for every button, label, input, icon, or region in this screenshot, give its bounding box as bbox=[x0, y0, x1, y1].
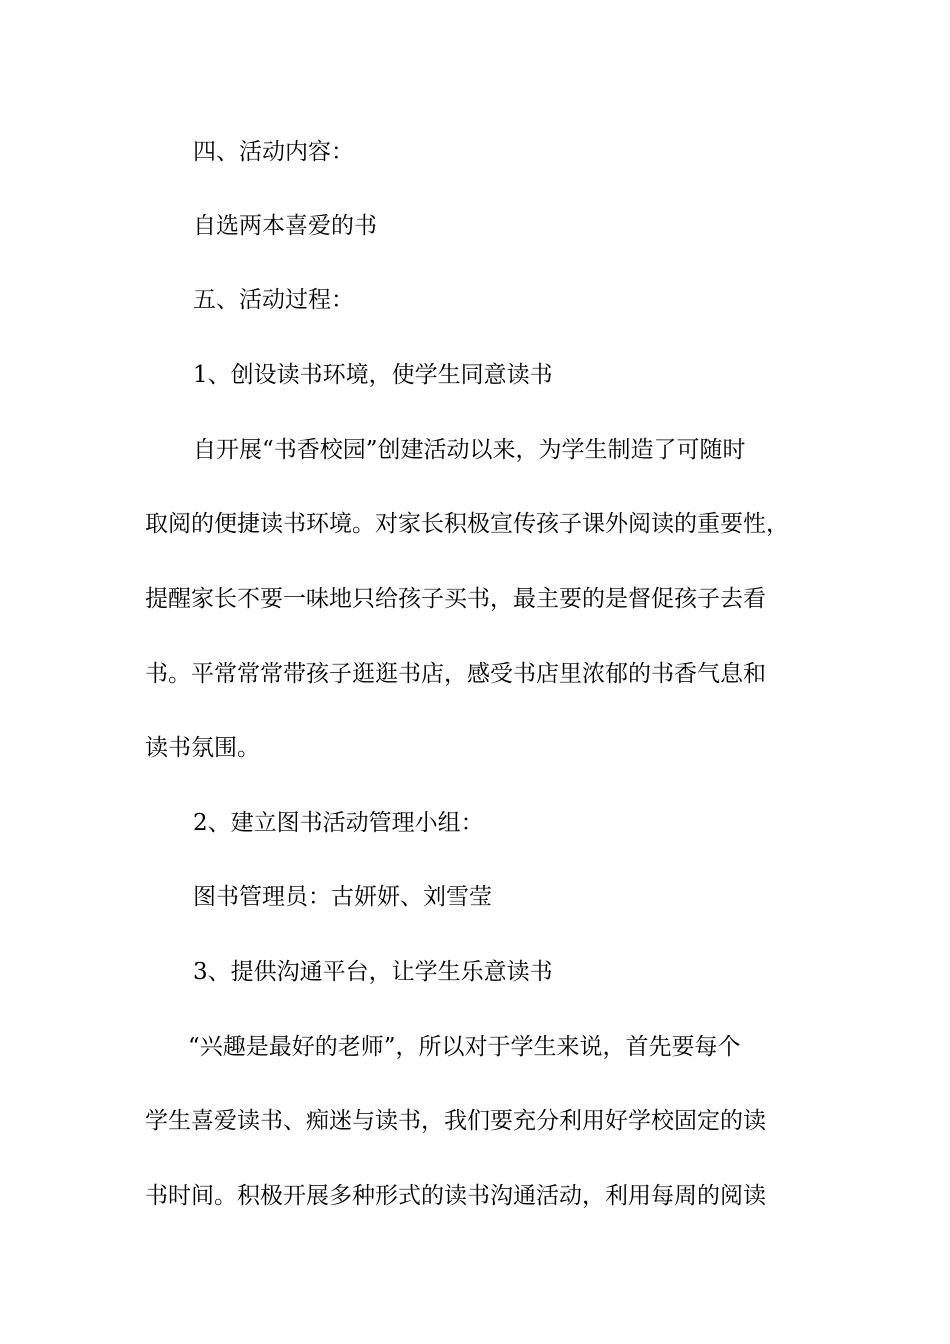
paragraph-line: 提醒家长不要一味地只给孩子买书，最主要的是督促孩子去看 bbox=[145, 586, 766, 612]
section-heading-activity-content: 四、活动内容： bbox=[193, 139, 354, 165]
paragraph-line: 自选两本喜爱的书 bbox=[193, 213, 377, 239]
paragraph-line: 图书管理员：古妍妍、刘雪莹 bbox=[193, 884, 492, 910]
paragraph-line: 学生喜爱读书、痴迷与读书，我们要充分利用好学校固定的读 bbox=[145, 1108, 766, 1134]
paragraph-line: “兴趣是最好的老师”，所以对于学生来说，首先要每个 bbox=[188, 1034, 741, 1060]
paragraph-line: 自开展“书香校园”创建活动以来，为学生制造了可随时 bbox=[193, 437, 746, 463]
paragraph-line: 书。平常常常带孩子逛逛书店，感受书店里浓郁的书香气息和 bbox=[145, 661, 766, 687]
subheading-communication-platform: 3、提供沟通平台，让学生乐意读书 bbox=[193, 959, 553, 985]
section-heading-activity-process: 五、活动过程： bbox=[193, 287, 354, 313]
subheading-reading-environment: 1、创设读书环境，使学生同意读书 bbox=[193, 362, 553, 388]
subheading-management-group: 2、建立图书活动管理小组： bbox=[193, 810, 484, 836]
paragraph-line: 读书氛围。 bbox=[145, 735, 260, 761]
paragraph-line: 书时间。积极开展多种形式的读书沟通活动，利用每周的阅读 bbox=[145, 1183, 766, 1209]
paragraph-line: 取阅的便捷读书环境。对家长积极宣传孩子课外阅读的重要性， bbox=[145, 511, 789, 537]
